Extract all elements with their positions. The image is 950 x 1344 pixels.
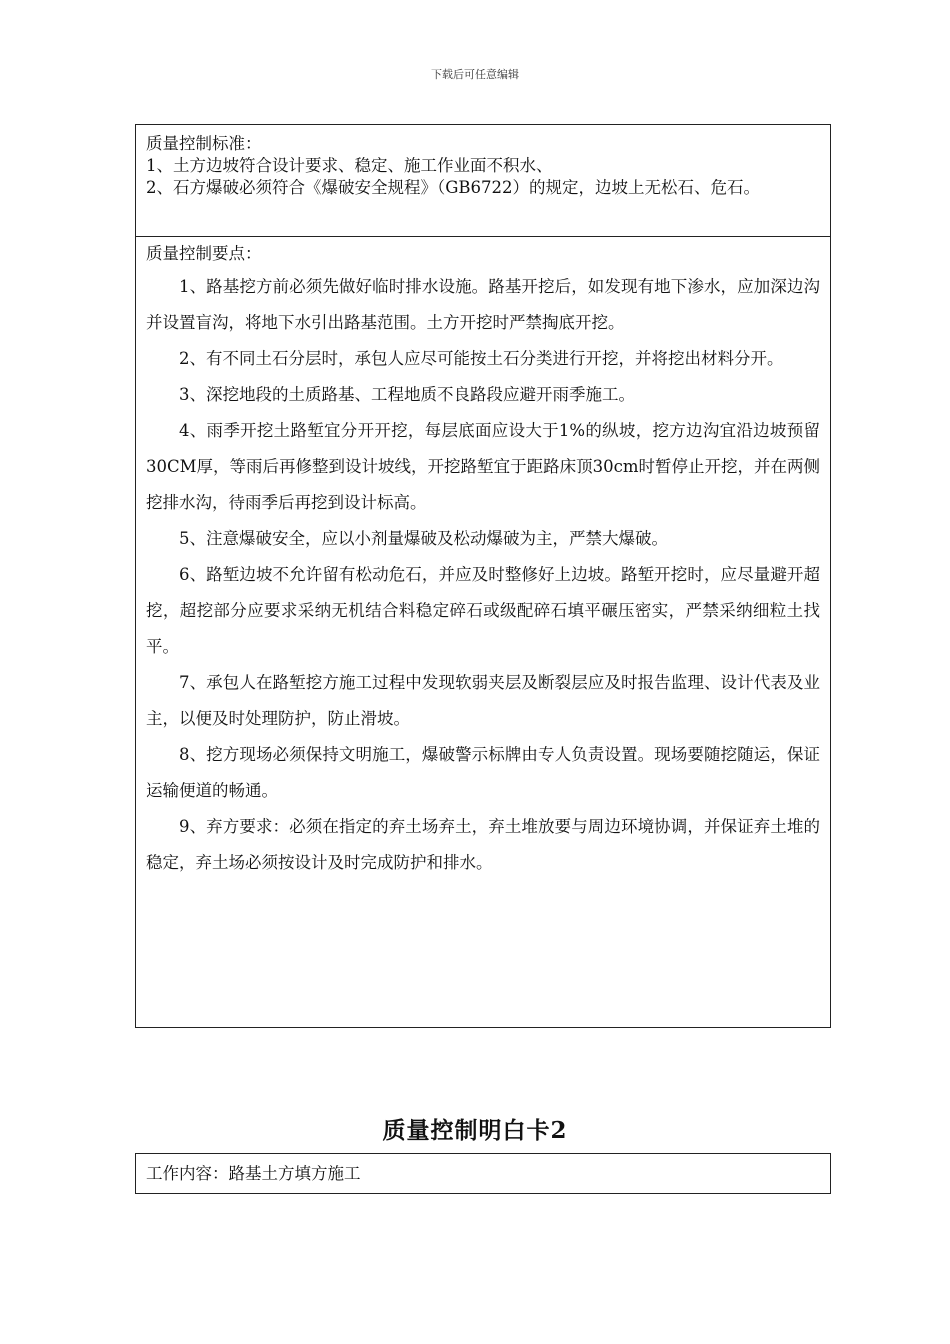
- point-item-7: 7、承包人在路堑挖方施工过程中发现软弱夹层及断裂层应及时报告监理、设计代表及业主，以便及时处理防护，防止滑坡。: [146, 673, 820, 728]
- point-item-6: 6、路堑边坡不允许留有松动危石，并应及时整修好上边坡。路堑开挖时，应尽量避开超挖，超挖部分应要求采纳无机结合料稳定碎石或级配碎石填平碾压密实，严禁采纳细粒土找平。: [146, 565, 820, 656]
- points-title: 质量控制要点：: [146, 244, 262, 263]
- quality-points-cell: [136, 237, 830, 881]
- point-item-4: 4、雨季开挖土路堑宜分开开挖，每层底面应设大于1%的纵坡，挖方边沟宜沿边坡预留30CM厚，等雨后再修整到设计坡线，开挖路堑宜于距路床顶30cm时暂停止开挖，并在两侧挖排水沟，待雨季后再挖到设计标高。: [146, 421, 820, 512]
- point-item-3: 3、深挖地段的土质路基、工程地质不良路段应避开雨季施工。: [179, 385, 635, 404]
- header-note: 下载后可任意编辑: [431, 68, 519, 81]
- quality-control-card-1: [135, 124, 831, 1028]
- point-item-1: 1、路基挖方前必须先做好临时排水设施。路基开挖后，如发现有地下渗水，应加深边沟并设置盲沟，将地下水引出路基范围。土方开挖时严禁掏底开挖。: [146, 277, 820, 332]
- quality-standards-cell: [136, 125, 830, 237]
- standards-title: 质量控制标准：: [146, 134, 262, 153]
- point-item-2: 2、有不同土石分层时，承包人应尽可能按土石分类进行开挖，并将挖出材料分开。: [179, 349, 784, 368]
- standard-item-2: 2、石方爆破必须符合《爆破安全规程》（GB6722）的规定，边坡上无松石、危石。: [146, 178, 761, 197]
- card-2-title: 质量控制明白卡2: [382, 1117, 568, 1144]
- work-content: 工作内容：路基土方填方施工: [146, 1164, 361, 1183]
- point-item-5: 5、注意爆破安全，应以小剂量爆破及松动爆破为主，严禁大爆破。: [179, 529, 668, 548]
- point-item-9: 9、弃方要求：必须在指定的弃土场弃土，弃土堆放要与周边环境协调，并保证弃土堆的稳定，弃土场必须按设计及时完成防护和排水。: [146, 817, 820, 872]
- point-item-8: 8、挖方现场必须保持文明施工，爆破警示标牌由专人负责设置。现场要随挖随运，保证运输便道的畅通。: [146, 745, 820, 800]
- quality-control-card-2: [135, 1153, 831, 1194]
- standard-item-1: 1、土方边坡符合设计要求、稳定、施工作业面不积水、: [146, 156, 553, 175]
